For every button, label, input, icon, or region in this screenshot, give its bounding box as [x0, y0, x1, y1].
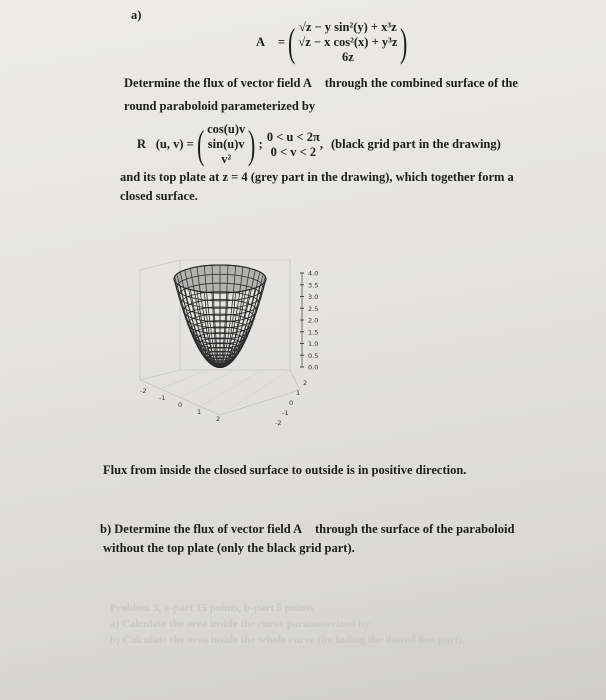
x-tick-label: 2: [216, 415, 221, 423]
z-tick-label: 2.0: [308, 316, 319, 325]
y-tick-label: -2: [275, 419, 282, 427]
y-tick-label: -1: [282, 409, 289, 417]
paragraph-line: Determine the flux of vector field A⃗ through the combined surface of the: [124, 76, 518, 90]
part-b-paragraph: [100, 520, 590, 558]
grid-line: [180, 370, 235, 398]
bleed-through-header: Problem 3, a-part 15 points, b-part 5 points: [110, 602, 314, 614]
part-b-line: without the top plate (only the black grid part).: [103, 541, 355, 555]
flux-direction-note: Flux from inside the closed surface to outside is in positive direction.: [103, 463, 467, 477]
separator: ;: [258, 137, 263, 151]
right-paren: ): [248, 121, 256, 167]
z-tick-label: 1.5: [308, 328, 319, 337]
z-tick-label: 0.5: [308, 351, 319, 360]
grid-line: [200, 370, 263, 406]
vector-field-formula: [256, 20, 411, 65]
left-paren: (: [287, 19, 296, 65]
u-range: 0 < u < 2π: [266, 129, 320, 144]
part-a-label: a): [131, 8, 142, 22]
bleed-through-line: a) Calculate the area inside the curve parameterized by: [110, 618, 370, 630]
v-range: 0 < v < 2: [270, 144, 317, 159]
x-tick-label: -2: [140, 387, 147, 395]
top-plate-paragraph: [120, 168, 600, 206]
y-tick-label: 0: [289, 399, 294, 407]
intro-paragraph: [124, 74, 594, 116]
left-paren: (: [196, 121, 205, 167]
param-ranges: [267, 130, 320, 160]
z-tick-label: 3.5: [308, 281, 319, 290]
bleed-through-block: [110, 600, 570, 648]
comma: ,: [319, 137, 323, 151]
grid-line: [160, 370, 208, 389]
z-tick-label: 4.0: [308, 269, 319, 278]
y-tick-label: 2: [303, 379, 308, 387]
z-tick-label: 3.0: [308, 293, 319, 301]
grid-line: [220, 370, 290, 415]
x-tick-label: 1: [197, 408, 202, 416]
param-component-y: sin(u)v: [207, 137, 245, 151]
param-component-z: v²: [221, 152, 232, 166]
top-plate: [174, 265, 266, 293]
paragraph-line: closed surface.: [120, 189, 198, 203]
field-component-y: √z − x cos²(x) + y³z: [298, 35, 398, 49]
z-tick-label: 1.0: [308, 340, 319, 348]
paragraph-line: and its top plate at z = 4 (grey part in the drawing), which together form a: [120, 170, 514, 184]
field-component-x: √z − y sin²(y) + x³z: [299, 20, 397, 34]
part-b-line: b) Determine the flux of vector field A⃗ through the surface of the paraboloid: [100, 522, 515, 536]
param-components: [207, 122, 245, 167]
bleed-through-line: b) Calculate the area inside the whole curve (including the dotted line part).: [110, 634, 465, 646]
y-tick-label: 1: [296, 389, 301, 397]
paragraph-line: round paraboloid parameterized by: [124, 99, 316, 113]
x-tick-label: -1: [159, 394, 166, 402]
param-lhs: R⃗(u, v) =: [137, 137, 194, 151]
field-lhs: A⃗ =: [256, 35, 285, 49]
right-paren: ): [400, 19, 408, 65]
paraboloid-figure: [120, 240, 320, 430]
field-component-z: 6z: [341, 50, 354, 64]
field-components: [298, 20, 397, 65]
parameterization-formula: [137, 122, 501, 167]
param-component-x: cos(u)v: [207, 122, 246, 136]
x-tick-label: 0: [178, 401, 183, 409]
z-tick-label: 0.0: [308, 363, 319, 372]
z-tick-label: 2.5: [308, 304, 319, 313]
param-note: (black grid part in the drawing): [330, 137, 501, 151]
